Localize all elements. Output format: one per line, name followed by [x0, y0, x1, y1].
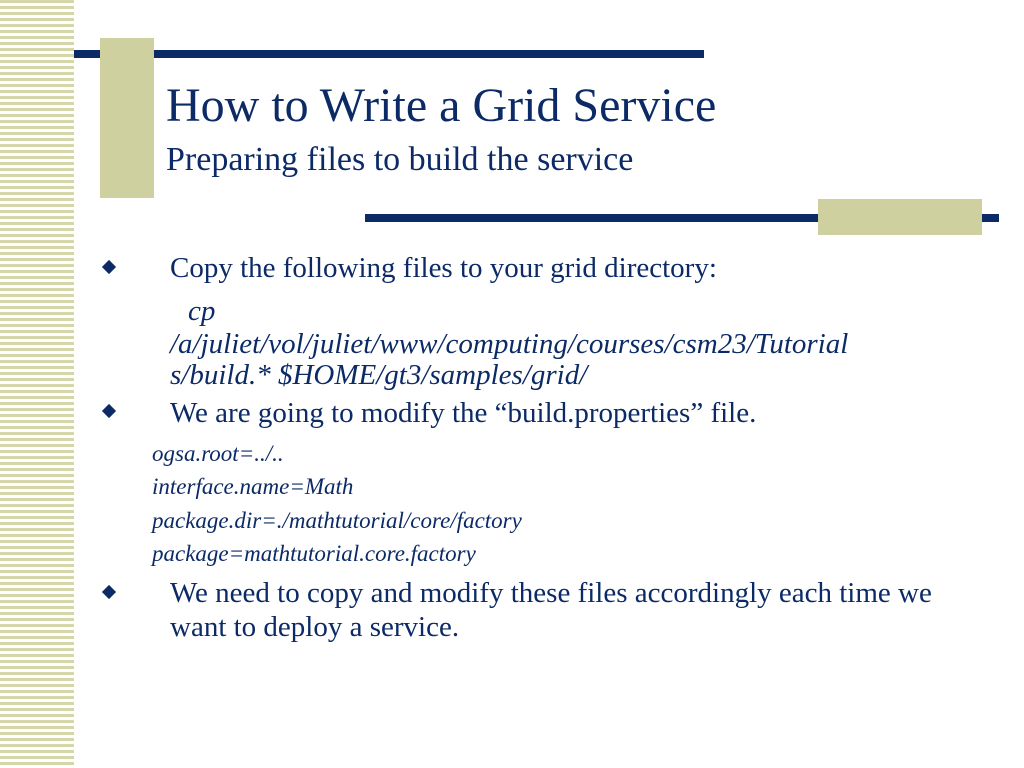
property-line-4: package=mathtutorial.core.factory — [152, 541, 476, 566]
property-line-1: ogsa.root=../.. — [152, 441, 284, 466]
bullet-diamond-icon — [102, 585, 116, 599]
bullet-diamond-icon — [102, 260, 116, 274]
top-accent-block — [100, 38, 154, 198]
command-line-3: s/build.* $HOME/gt3/samples/grid/ — [170, 359, 588, 391]
property-line-3: package.dir=./mathtutorial/core/factory — [152, 508, 522, 533]
top-accent-line — [74, 50, 704, 58]
command-line-1: cp — [188, 295, 216, 327]
property-line-2: interface.name=Math — [152, 474, 354, 499]
slide-title: How to Write a Grid Service — [166, 79, 717, 132]
bullet-diamond-icon — [102, 404, 116, 418]
slide-subtitle: Preparing files to build the service — [166, 141, 634, 178]
bullet-text-1: Copy the following files to your grid directory: — [170, 252, 717, 284]
bottom-accent-block — [818, 199, 982, 235]
bullet-text-2: We are going to modify the “build.properties” file. — [170, 397, 757, 429]
command-line-2: /a/juliet/vol/juliet/www/computing/courses/csm23/Tutorial — [170, 328, 849, 360]
bullet-text-3: We need to copy and modify these files accordingly each time we want to deploy a service. — [170, 577, 932, 643]
left-stripe-band — [0, 0, 74, 768]
